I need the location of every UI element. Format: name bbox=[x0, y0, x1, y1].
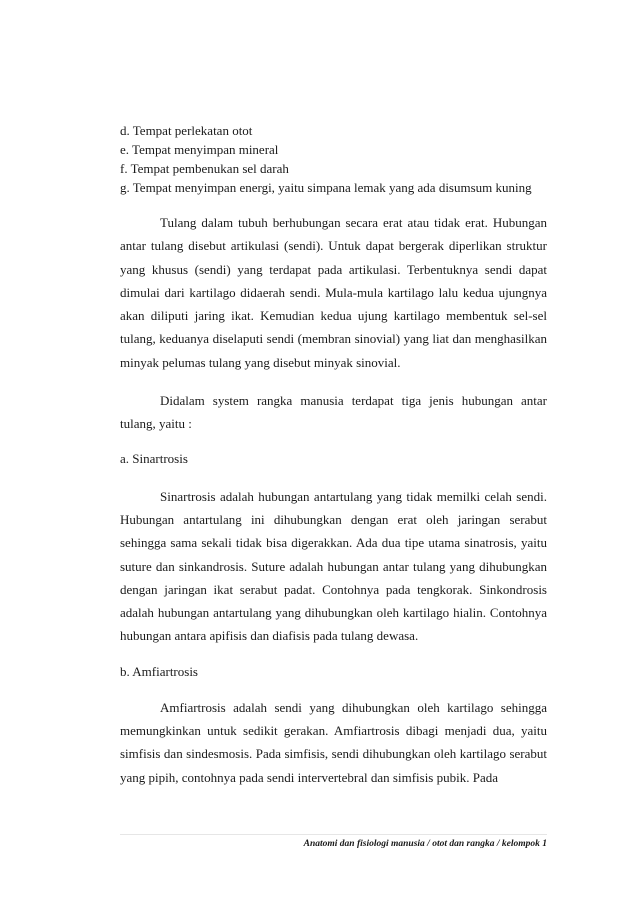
page-footer: Anatomi dan fisiologi manusia / otot dan rangka / kelompok 1 bbox=[303, 839, 547, 849]
paragraph-sinartrosis: Sinartrosis adalah hubungan antartulang yang tidak memilki celah sendi. Hubungan antartulang ini dihubungkan dengan erat oleh jaringan serabut sehingga sama sekali tidak bisa digerakkan. Ada dua tipe utama sinatrosis, yaitu suture dan sinkandrosis. Suture adalah hubungan antar tulang yang dihubungkan dengan jaringan ikat serabut padat. Contohnya pada tengkorak. Sinkondrosis adalah hubungan antartulang yang dihubungkan oleh kartilago hialin. Contohnya hubungan antara apifisis dan diafisis pada tulang dewasa. bbox=[120, 488, 547, 644]
list-item-d: d. Tempat perlekatan otot bbox=[120, 123, 253, 138]
paragraph-tiga-jenis: Didalam system rangka manusia terdapat tiga jenis hubungan antar tulang, yaitu : bbox=[120, 393, 547, 432]
heading-sinartrosis: a. Sinartrosis bbox=[120, 450, 188, 466]
list-item-e: e. Tempat menyimpan mineral bbox=[120, 142, 279, 157]
footer-divider bbox=[120, 834, 547, 835]
list-item-f: f. Tempat pembenukan sel darah bbox=[120, 161, 289, 176]
body-text bbox=[120, 121, 547, 789]
paragraph-hubungan-intro: Tulang dalam tubuh berhubungan secara erat atau tidak erat. Hubungan antar tulang disebut artikulasi (sendi). Untuk dapat bergerak diperlikan struktur yang khusus (sendi) yang terdapat pada artikulasi. Terbentuknya sendi dapat dimulai dari kartilago didaerah sendi. Mula-mula kartilago lalu kedua ujungnya akan diliputi jaring ikat. Kemudian kedua ujung kartilago membentuk sel-sel tulang, keduanya diselaputi sendi (membran sinovial) yang liat dan menghasilkan minyak pelumas tulang yang disebut minyak sinovial. bbox=[120, 215, 547, 370]
list-item-g: g. Tempat menyimpan energi, yaitu simpana lemak yang ada disumsum kuning bbox=[120, 180, 532, 195]
paragraph-amfiartrosis: Amfiartrosis adalah sendi yang dihubungkan oleh kartilago sehingga memungkinkan untuk sedikit gerakan. Amfiartrosis dibagi menjadi dua, yaitu simfisis dan sindesmosis. Pada simfisis, sendi dihubungkan oleh kartilago serabut yang pipih, contohnya pada sendi intervertebral dan simfisis pubik. Pada bbox=[120, 699, 547, 785]
heading-amfiartrosis: b. Amfiartrosis bbox=[120, 663, 198, 679]
